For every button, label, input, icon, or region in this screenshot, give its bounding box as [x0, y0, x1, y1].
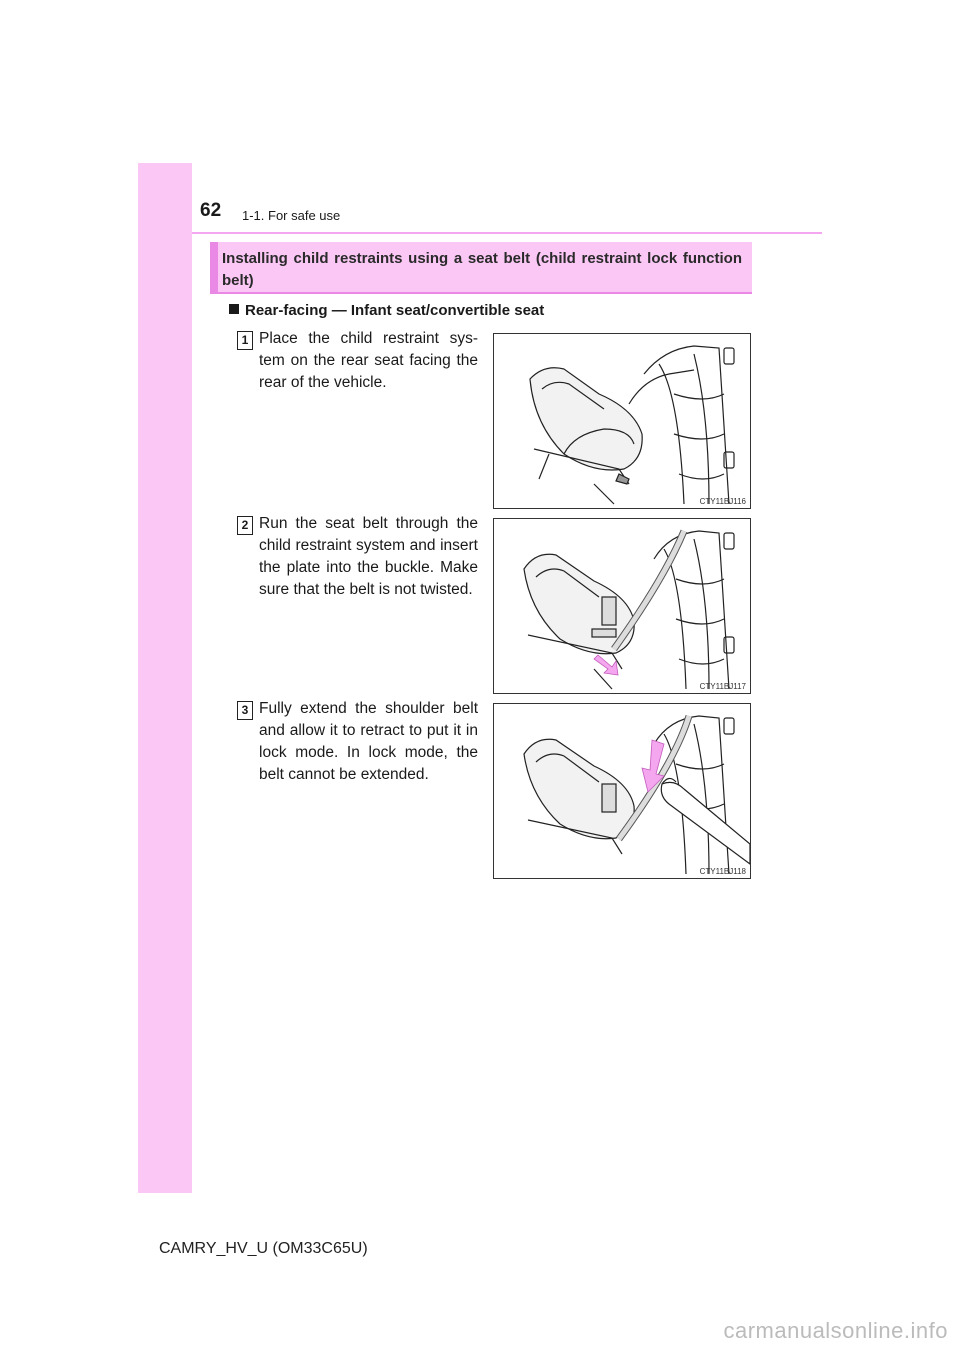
watermark-text: carmanualsonline.info [723, 1318, 948, 1343]
step-number-2: 2 [237, 516, 253, 535]
step-number-1: 1 [237, 331, 253, 350]
section-title: Installing child restraints using a seat belt (child restraint lock function belt) [222, 250, 742, 289]
figure-code-2: CTY11BJ117 [699, 682, 746, 691]
child-seat-illustration-1 [494, 334, 750, 508]
step-text-1: Place the child restraint sys-tem on the rear seat facing the rear of the vehicle. [259, 330, 478, 391]
side-tab-band [138, 163, 192, 1193]
figure-step-1 [493, 333, 751, 509]
document-footer: CAMRY_HV_U (OM33C65U) [159, 1240, 368, 1257]
subheading-text: Rear-facing — Infant seat/convertible seat [245, 302, 545, 319]
step-text-3: Fully extend the shoulder belt and allow it to retract to put it in lock mode. In lock mode, the belt cannot be extended. [259, 700, 478, 783]
subheading [229, 302, 544, 319]
page-number: 62 [200, 200, 222, 221]
child-seat-illustration-2 [494, 519, 750, 693]
figure-step-2 [493, 518, 751, 694]
child-seat-illustration-3 [494, 704, 750, 878]
title-underline [210, 292, 752, 294]
section-title-box [210, 242, 752, 294]
section-label: 1-1. For safe use [242, 208, 341, 223]
header-divider [192, 232, 822, 234]
step-number-3: 3 [237, 701, 253, 720]
step-text-2: Run the seat belt through the child restraint system and insert the plate into the buckle. Make sure that the belt is not twisted. [259, 515, 478, 598]
figure-code-1: CTY11BJ116 [699, 497, 746, 506]
figure-code-3: CTY11BJ118 [699, 867, 746, 876]
square-bullet-icon [229, 304, 239, 314]
figure-step-3 [493, 703, 751, 879]
